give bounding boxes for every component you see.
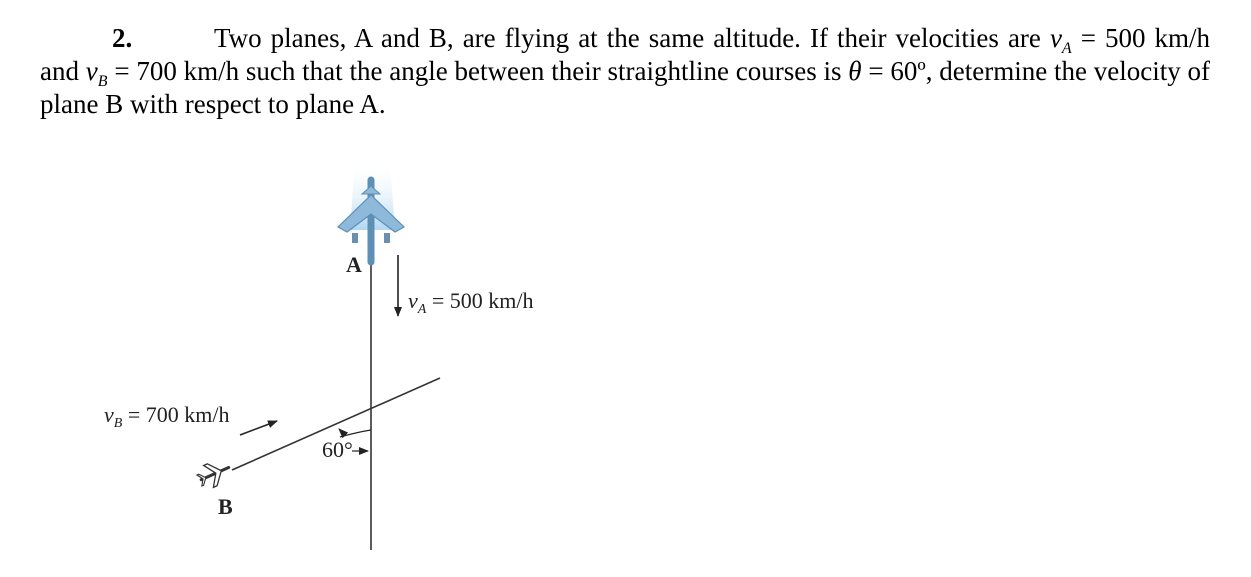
vb-subscript: B xyxy=(97,73,108,90)
va-label-subscript: A xyxy=(417,302,427,317)
plane-a-icon xyxy=(338,160,404,262)
va-label-symbol: v xyxy=(408,288,418,313)
theta-symbol: θ xyxy=(848,56,862,86)
problem-text-1: Two planes, A and B, are flying at the same altitude. If their velocities are xyxy=(214,23,1050,53)
va-label-value: = 500 km/h xyxy=(426,288,534,313)
va-subscript: A xyxy=(1061,40,1072,57)
problem-number: 2. xyxy=(112,23,133,53)
plane-a-label: A xyxy=(346,252,362,277)
vb-arrow xyxy=(240,421,277,435)
va-label xyxy=(408,288,533,317)
angle-arc xyxy=(340,430,371,437)
angle-label: 60° xyxy=(322,437,353,462)
theta-value: = 60º, determine the velocity of plane B with respect to plane A. xyxy=(40,56,1211,119)
vb-symbol: v xyxy=(85,56,98,86)
vb-label-symbol: v xyxy=(104,402,114,427)
va-value: = 500 km/h and xyxy=(40,23,1210,86)
plane-b-icon xyxy=(195,457,234,492)
vb-label-subscript: B xyxy=(113,416,123,431)
plane-b-label: B xyxy=(218,494,233,519)
va-symbol: v xyxy=(1049,23,1062,53)
angle-arrow-left xyxy=(339,429,342,432)
vb-value: = 700 km/h such that the angle between their straightline courses is xyxy=(107,56,849,86)
vb-label-value: = 700 km/h xyxy=(122,402,230,427)
vb-label xyxy=(104,402,229,431)
